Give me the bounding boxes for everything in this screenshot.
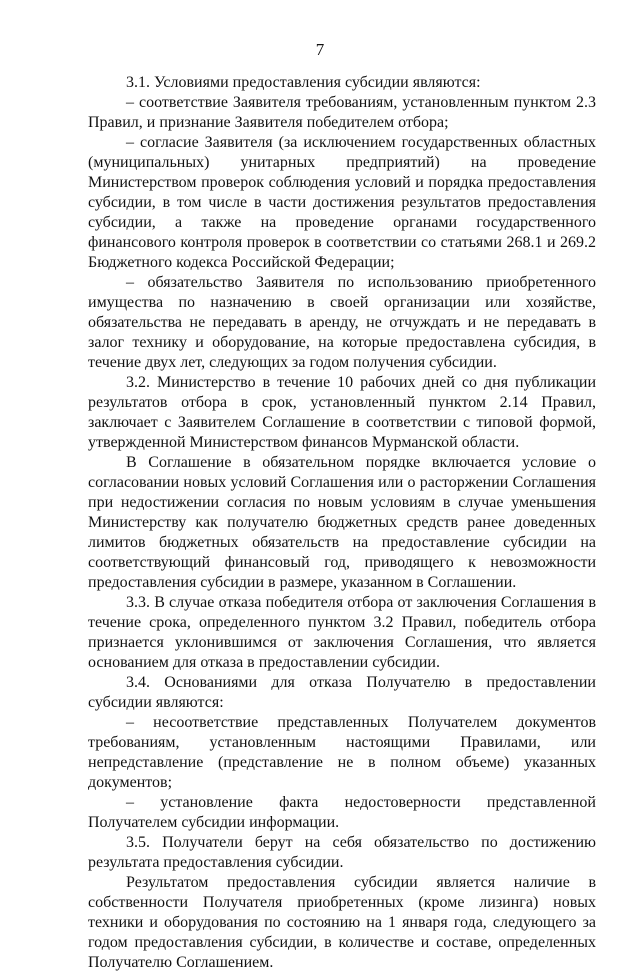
paragraph-3-4-heading: 3.4. Основаниями для отказа Получателю в предоставлении субсидии являются: — [88, 674, 596, 711]
paragraph-result: Результатом предоставления субсидии является наличие в собственности Получателя приобретенных (кроме лизинга) новых техники и оборудования по состоянию на 1 января года, следующего за годом предоставления субсидии, в количестве и составе, определенных Получателю Соглашением. — [88, 874, 596, 971]
paragraph-3-1-heading: 3.1. Условиями предоставления субсидии являются: — [126, 74, 481, 91]
paragraph-3-5: 3.5. Получатели берут на себя обязательство по достижению результата предоставления субсидии. — [88, 834, 596, 871]
paragraph-refusal-false-info: – установление факта недостоверности представленной Получателем субсидии информации. — [88, 794, 596, 831]
document-body — [88, 73, 596, 973]
paragraph-condition-compliance: – соответствие Заявителя требованиям, установленным пунктом 2.3 Правил, и признание Заявителя победителем отбора; — [88, 94, 596, 131]
paragraph-condition-obligation: – обязательство Заявителя по использованию приобретенного имущества по назначению в своей организации или хозяйстве, обязательства не передавать в аренду, не отчуждать и не передавать в залог технику и оборудование, на которые предоставлена субсидия, в течение двух лет, следующих за годом получения субсидии. — [88, 274, 596, 371]
paragraph-3-2: 3.2. Министерство в течение 10 рабочих дней со дня публикации результатов отбора в срок, установленный пунктом 2.14 Правил, заключает с Заявителем Соглашение в соответствии с типовой формой, утвержденной Министерством финансов Мурманской области. — [88, 374, 596, 451]
paragraph-refusal-documents: – несоответствие представленных Получателем документов требованиям, установленным настоящими Правилами, или непредставление (представление не в полном объеме) указанных документов; — [88, 714, 596, 791]
page-number: 7 — [315, 40, 325, 59]
paragraph-condition-consent: – согласие Заявителя (за исключением государственных областных (муниципальных) унитарных предприятий) на проведение Министерством проверок соблюдения условий и порядка предоставления субсидии, в том числе в части достижения результатов предоставления субсидии, а также на проведение органами государственного финансового контроля проверок в соответствии со статьями 268.1 и 269.2 Бюджетного кодекса Российской Федерации; — [88, 134, 596, 271]
paragraph-agreement-condition: В Соглашение в обязательном порядке включается условие о согласовании новых условий Соглашения или о расторжении Соглашения при недостижении согласия по новым условиям в случае уменьшения Министерству как получателю бюджетных средств ранее доведенных лимитов бюджетных обязательств на предоставление субсидии на соответствующий финансовый год, приводящего к невозможности предоставления субсидии в размере, указанном в Соглашении. — [88, 454, 596, 591]
paragraph-3-3: 3.3. В случае отказа победителя отбора от заключения Соглашения в течение срока, определенного пунктом 3.2 Правил, победитель отбора признается уклонившимся от заключения Соглашения, что является основанием для отказа в предоставлении субсидии. — [88, 594, 596, 671]
